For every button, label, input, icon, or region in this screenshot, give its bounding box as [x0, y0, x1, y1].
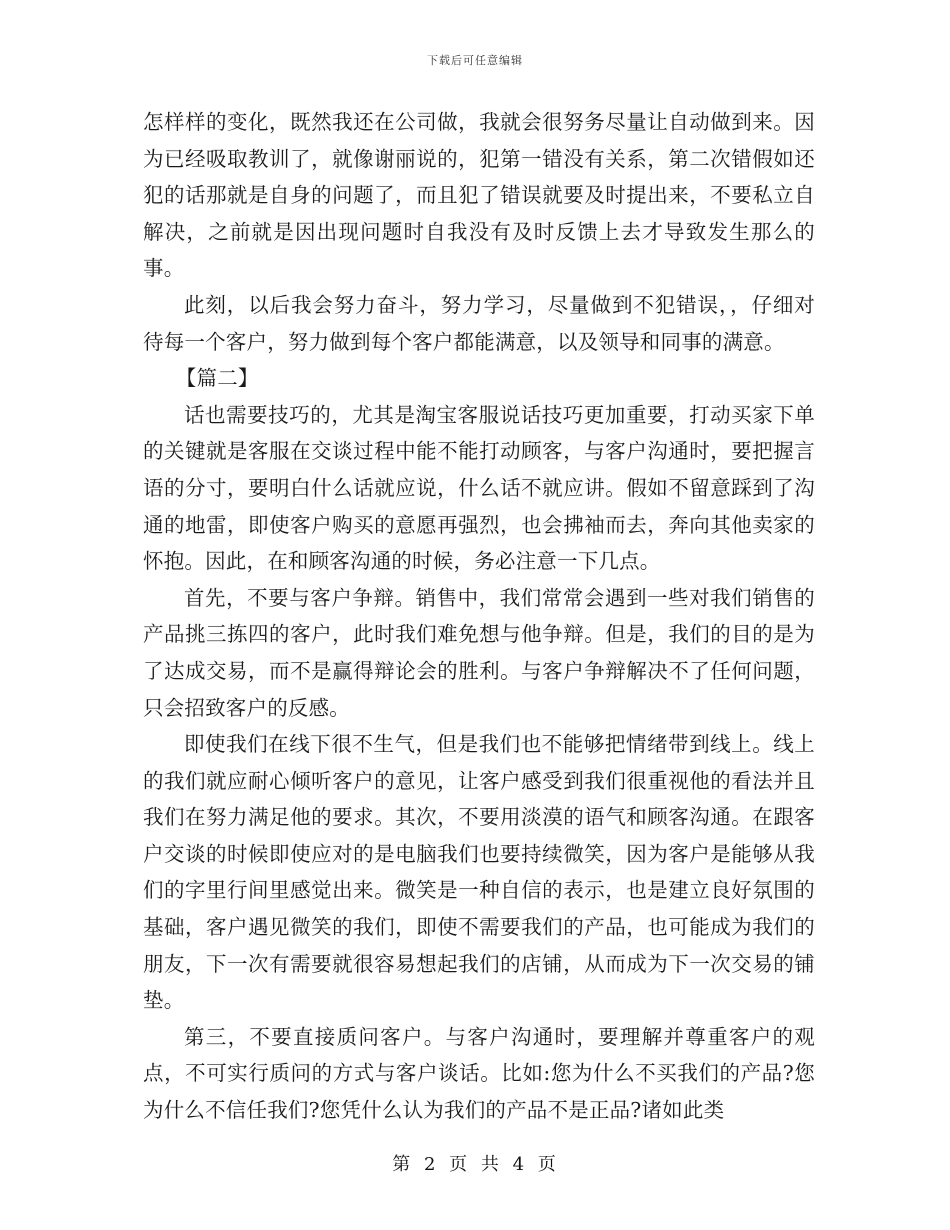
page-footer: [0, 1150, 950, 1176]
total-pages-number: 4: [512, 1154, 527, 1175]
footer-total-word: 共: [480, 1154, 501, 1175]
paragraph: 第三，不要直接质问客户。与客户沟通时，要理解并尊重客户的观点，不可实行质问的方式与客户谈话。比如:您为什么不买我们的产品?您为什么不信任我们?您凭什么认为我们的产品不是正品?诸如此类: [143, 1024, 815, 1123]
document-body: [143, 104, 815, 1129]
footer-suffix: 页: [537, 1154, 558, 1175]
paragraph: 话也需要技巧的，尤其是淘宝客服说话技巧更加重要，打动买家下单的关键就是客服在交谈过程中能不能打动顾客，与客户沟通时，要把握言语的分寸，要明白什么话就应说，什么话不就应讲。假如不留意踩到了沟通的地雷，即使客户购买的意愿再强烈，也会拂袖而去，奔向其他卖家的怀抱。因此，在和顾客沟通的时候，务必注意一下几点。: [143, 402, 815, 574]
paragraph: 此刻，以后我会努力奋斗，努力学习，尽量做到不犯错误，，仔细对待每一个客户，努力做到每个客户都能满意，以及领导和同事的满意。: [143, 292, 815, 354]
footer-prefix: 第: [392, 1154, 413, 1175]
current-page-number: 2: [423, 1154, 438, 1175]
page-header: 下载后可任意编辑: [427, 54, 523, 67]
paragraph-continuation: 怎样样的变化，既然我还在公司做，我就会很努务尽量让自动做到来。因为已经吸取教训了，就像谢丽说的，犯第一错没有关系，第二次错假如还犯的话那就是自身的问题了，而且犯了错误就要及时提出来，不要私立自解决，之前就是因出现问题时自我没有及时反馈上去才导致发生那么的事。: [143, 110, 815, 281]
paragraph: 即使我们在线下很不生气，但是我们也不能够把情绪带到线上。线上的我们就应耐心倾听客户的意见，让客户感受到我们很重视他的看法并且我们在努力满足他的要求。其次，不要用淡漠的语气和顾客沟通。在跟客户交谈的时候即使应对的是电脑我们也要持续微笑，因为客户是能够从我们的字里行间里感觉出来。微笑是一种自信的表示，也是建立良好氛围的基础，客户遇见微笑的我们，即使不需要我们的产品，也可能成为我们的朋友，下一次有需要就很容易想起我们的店铺，从而成为下一次交易的铺垫。: [143, 732, 815, 1013]
paragraph: 首先，不要与客户争辩。销售中，我们常常会遇到一些对我们销售的产品挑三拣四的客户，此时我们难免想与他争辩。但是，我们的目的是为了达成交易，而不是赢得辩论会的胜利。与客户争辩解决不了任何问题，只会招致客户的反感。: [143, 585, 815, 720]
footer-page-word: 页: [449, 1154, 470, 1175]
section-heading: 【篇二】: [175, 366, 259, 391]
